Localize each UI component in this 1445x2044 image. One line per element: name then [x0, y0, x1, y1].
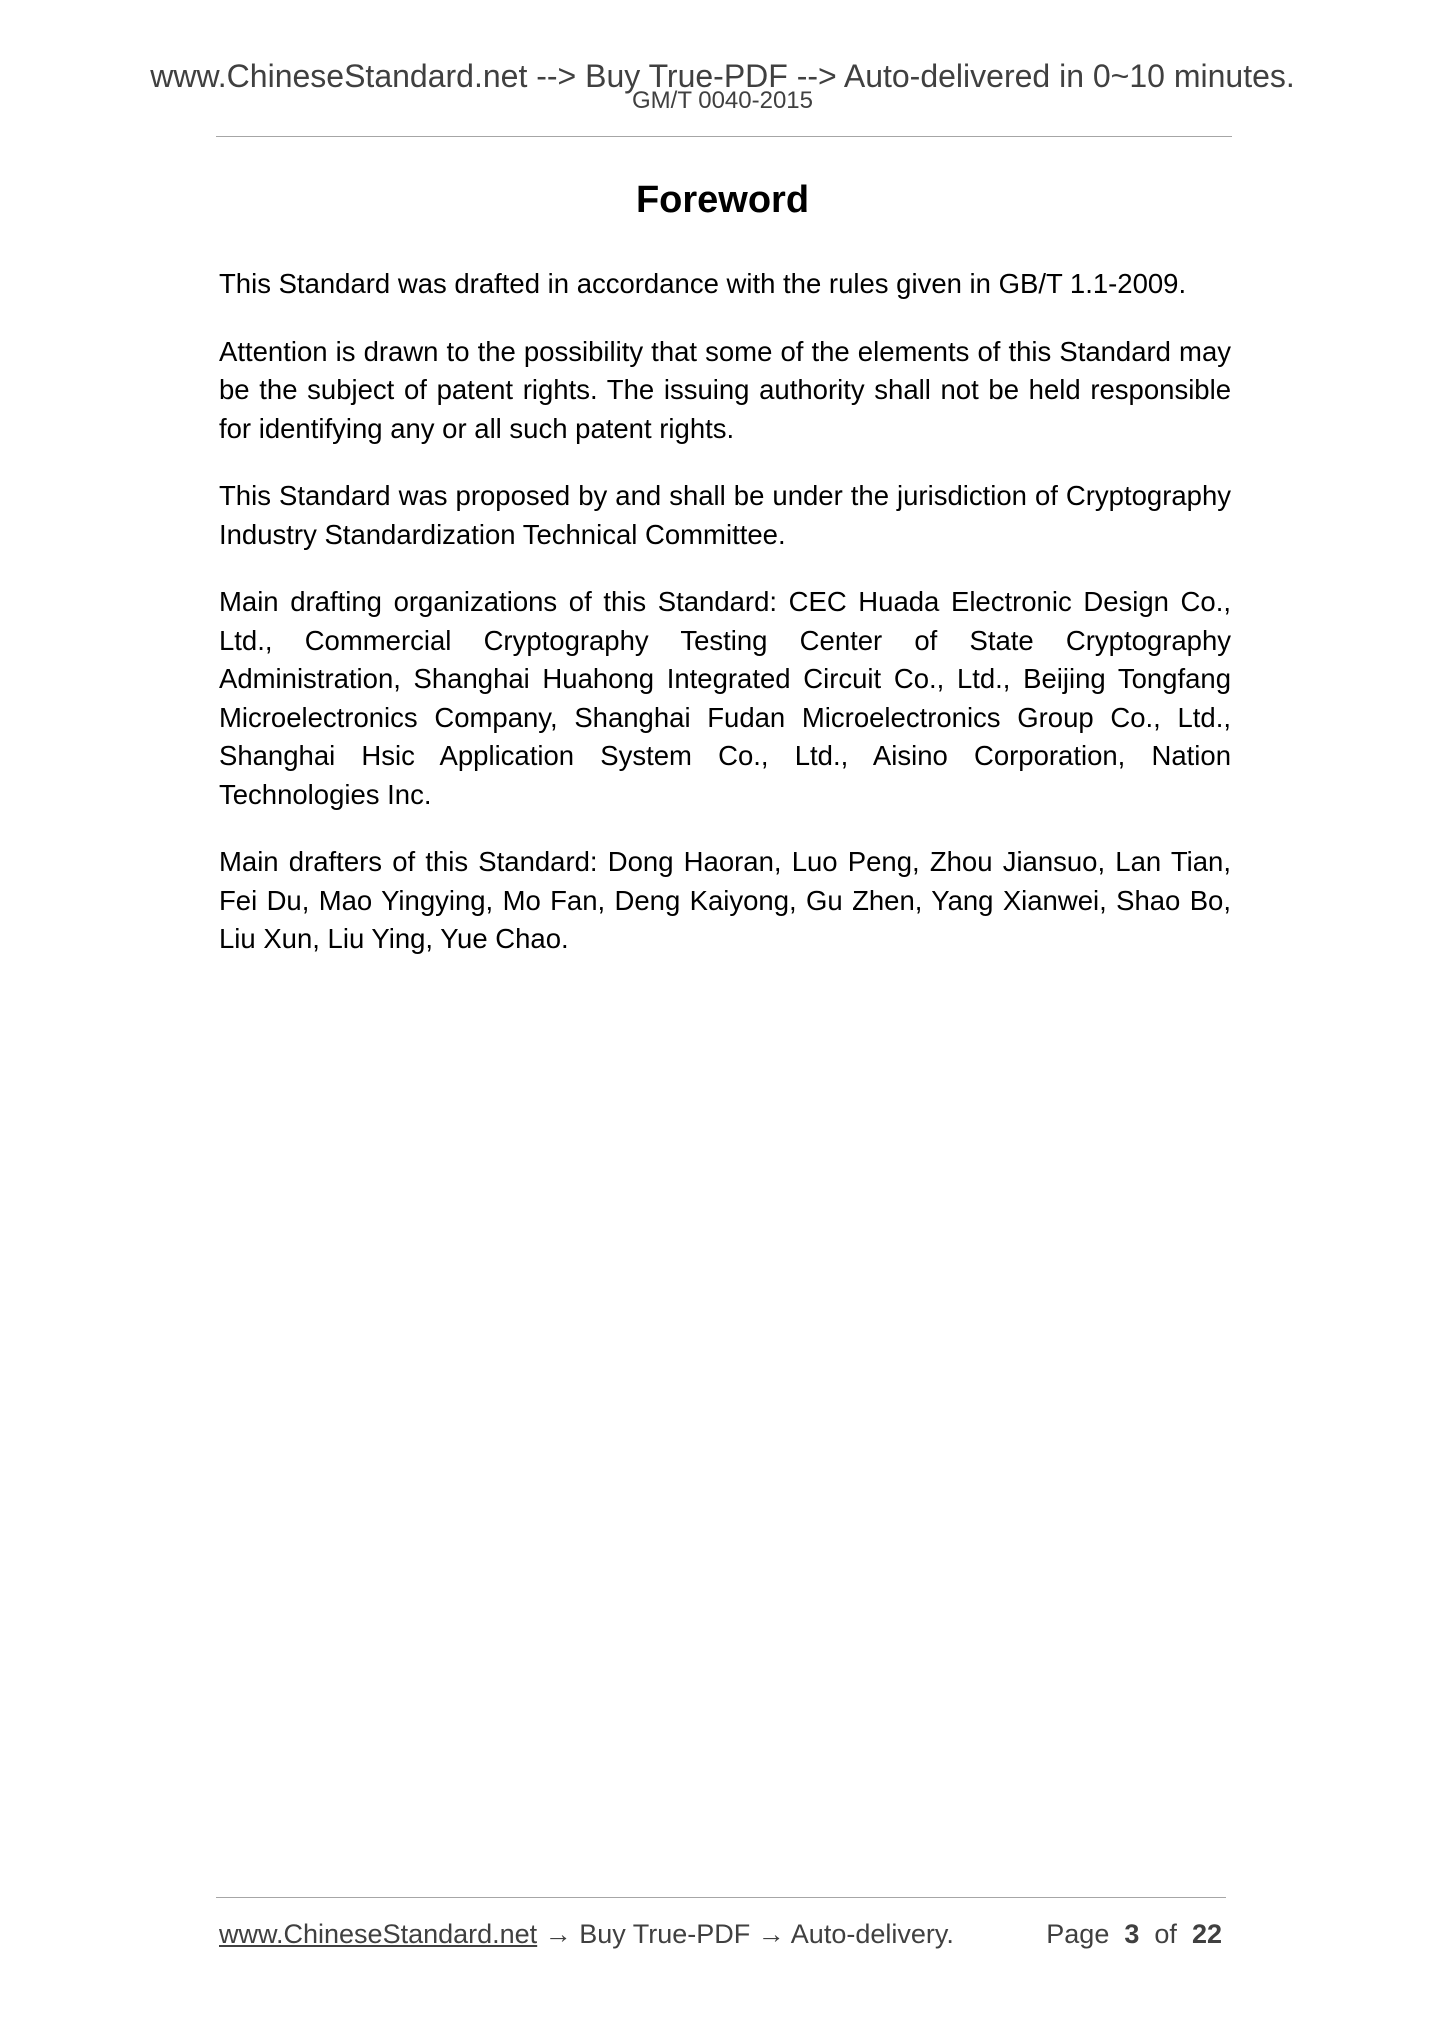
paragraph-proposal: This Standard was proposed by and shall be under the jurisdiction of Cryptography Industry Standardization Technical Committee. — [219, 480, 1231, 550]
of-label: of — [1154, 1919, 1177, 1949]
page-number: 3 — [1124, 1919, 1140, 1949]
paragraph-drafting-rules: This Standard was drafted in accordance with the rules given in GB/T 1.1-2009. — [219, 268, 1187, 299]
footer-divider — [216, 1897, 1226, 1898]
paragraph-drafting-organizations: Main drafting organizations of this Standard: CEC Huada Electronic Design Co., Ltd., Commercial Cryptography Testing Center of State Cryptography Administration, Shanghai Huahong Integrated Circuit Co., Ltd., Beijing Tongfang Microelectronics Company, Shanghai Fudan Microelectronics Group Co., Ltd., Shanghai Hsic Application System Co., Ltd., Aisino Corporation, Nation Technologies Inc. — [219, 586, 1231, 810]
page-label: Page — [1046, 1919, 1110, 1949]
arrow-right-icon: → — [757, 1919, 785, 1949]
foreword-body — [219, 265, 1231, 988]
footer-site-link[interactable]: www.ChineseStandard.net — [219, 1919, 538, 1949]
paragraph-patent-notice: Attention is drawn to the possibility that some of the elements of this Standard may be the subject of patent rights. The issuing authority shall not be held responsible for identifying any or all such patent rights. — [219, 335, 1231, 444]
document-code: GM/T 0040-2015 — [632, 87, 813, 114]
header-banner: www.ChineseStandard.net --> Buy True-PDF --> Auto-delivered in 0~10 minutes. — [150, 58, 1295, 94]
total-pages: 22 — [1191, 1919, 1222, 1949]
page-title: Foreword — [635, 179, 810, 221]
footer-buy-text: Buy True-PDF — [579, 1919, 751, 1949]
footer-delivery-text: Auto-delivery. — [790, 1919, 954, 1949]
paragraph-drafters: Main drafters of this Standard: Dong Haoran, Luo Peng, Zhou Jiansuo, Lan Tian, Fei Du, Mao Yingying, Mo Fan, Deng Kaiyong, Gu Zhen, Yang Xianwei, Shao Bo, Liu Xun, Liu Ying, Yue Chao. — [219, 846, 1231, 954]
footer-promo — [219, 1918, 954, 1950]
arrow-right-icon: → — [544, 1919, 572, 1949]
page-indicator — [1046, 1918, 1222, 1950]
header-divider — [216, 136, 1232, 137]
